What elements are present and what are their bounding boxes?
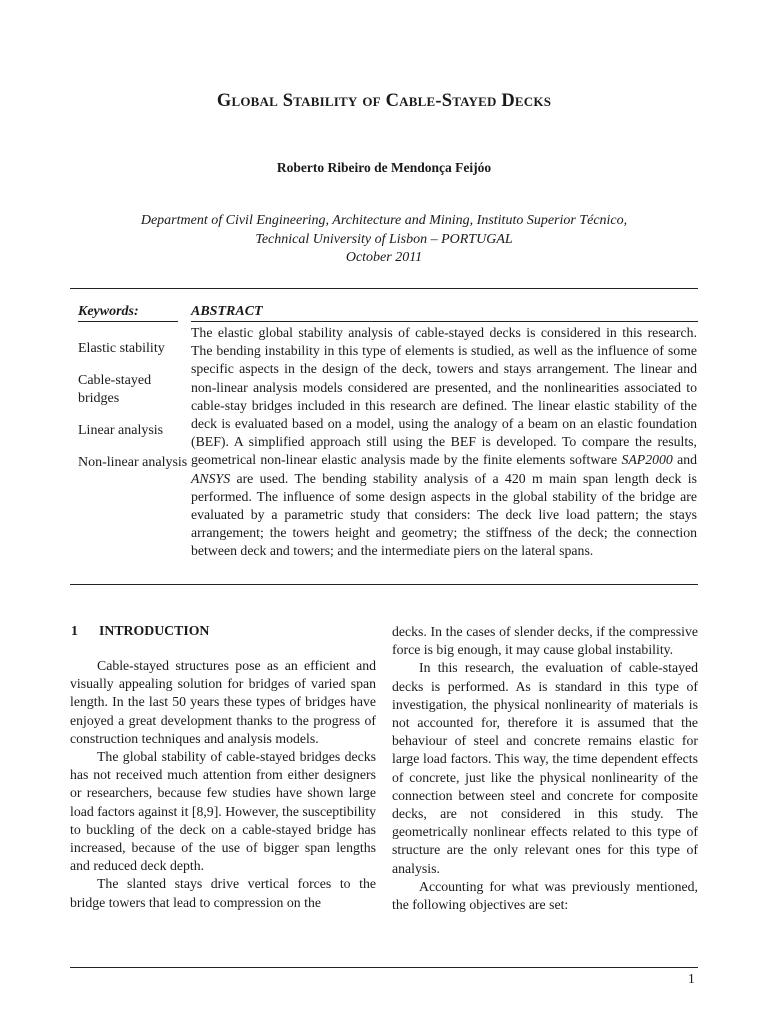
keywords-list — [78, 340, 188, 486]
intro-paragraph-3: The slanted stays drive vertical forces to the bridge towers that lead to compression on the — [70, 876, 376, 910]
page-number: 1 — [688, 971, 695, 986]
section-number: 1 — [71, 623, 78, 638]
paper-title: Global Stability of Cable-Stayed Decks — [216, 91, 552, 111]
intro-paragraph-5: In this research, the evaluation of cable-stayed decks is performed. As is standard in this type of investigation, the physical nonlinearity of materials is not accounted for, therefore it is assumed that the behaviour of steel and concrete remains elastic for large load factors. This way, the time dependent effects of concrete, just like the physical nonlinearity of the connection between steel and concrete for composite decks, are not considered in this study. The geometrically nonlinear effects related to this type of structure are the only relevant ones for this type of analysis. — [392, 660, 698, 876]
left-column — [70, 657, 376, 912]
abstract-body-2: are used. The bending stability analysis of a 420 m main span length deck is performed. The influence of some design aspects in the global stability of the bridge are evaluated by a parametric study that considers: The deck live load pattern; the stays arrangement; the towers height and geometry; the stiffness of the deck; the connection between deck and towers; and the intermediate piers on the lateral spans. — [191, 470, 697, 559]
keywords-heading: Keywords: — [78, 304, 139, 319]
abstract-and: and — [672, 452, 697, 468]
top-rule — [70, 288, 698, 289]
abstract-heading: ABSTRACT — [191, 304, 263, 319]
right-column — [392, 623, 698, 914]
affiliation-line-1: Department of Civil Engineering, Architecture and Mining, Instituto Superior Técnico, — [140, 213, 628, 228]
keyword-item: Elastic stability — [78, 341, 165, 356]
section-title: INTRODUCTION — [99, 623, 210, 638]
abstract-text — [191, 324, 697, 561]
intro-paragraph-4: decks. In the cases of slender decks, if the compressive force is big enough, it may cause global instability. — [392, 624, 698, 658]
author-name: Roberto Ribeiro de Mendonça Feijóo — [276, 160, 492, 175]
keywords-underline — [78, 321, 178, 322]
keyword-item: Cable-stayed bridges — [78, 373, 152, 406]
software-ansys: ANSYS — [191, 470, 231, 486]
affiliation-block — [0, 212, 768, 268]
intro-paragraph-6: Accounting for what was previously mentioned, the following objectives are set: — [392, 878, 698, 913]
affiliation-date: October 2011 — [345, 250, 423, 265]
intro-paragraph-2: The global stability of cable-stayed bridges decks has not received much attention from either designers or researchers, because few studies have shown large load factors against it [8,9]. However, the susceptibility to buckling of the deck on a cable-stayed bridge has increased, because of the use of bigger span lengths and reduced deck depth. — [70, 749, 376, 874]
abstract-body-1: The elastic global stability analysis of cable-stayed decks is considered in this research. The bending instability in this type of elements is studied, as well as the influence of some specific aspects in the design of the deck, towers and stays arrangement. The linear and non-linear analysis models considered are presented, and the nonlinearities associated to cable-stay bridges included in this research are defined. The linear elastic stability of the deck is evaluated based on a model, using the analogy of a beam on an elastic foundation (BEF). A simplified approach still using the BEF is developed. To compare the results, geometrical non-linear elastic analysis made by the finite elements software — [191, 325, 697, 468]
software-sap2000: SAP2000 — [621, 452, 673, 468]
intro-paragraph-1: Cable-stayed structures pose as an efficient and visually appealing solution for bridges of varied span length. In the last 50 years these types of bridges have enjoyed a great development thanks to the progress of construction techniques and analysis models. — [70, 658, 376, 746]
affiliation-line-2: Technical University of Lisbon – PORTUGAL — [255, 231, 513, 247]
keyword-item: Linear analysis — [78, 423, 164, 438]
footer-rule — [70, 967, 698, 968]
abstract-underline — [191, 321, 698, 322]
section-heading-introduction — [71, 623, 209, 639]
keyword-item: Non-linear analysis — [78, 455, 188, 470]
abstract-bottom-rule — [70, 584, 698, 585]
